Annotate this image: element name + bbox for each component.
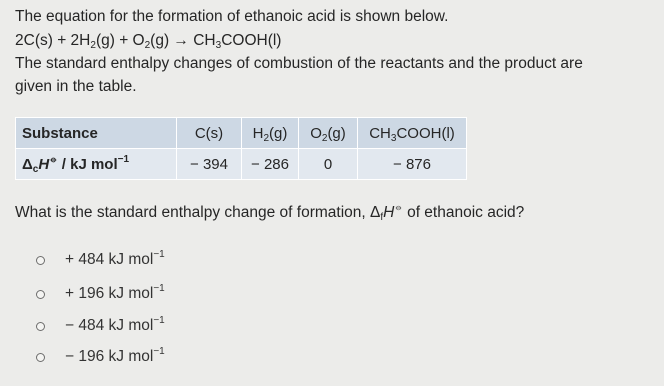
option-label (65, 348, 165, 366)
eq-sub: 2 (90, 40, 96, 51)
hydrogen-value: − 286 (242, 149, 299, 180)
answer-option-c[interactable] (36, 316, 165, 336)
unit-label: / kJ mol (57, 155, 118, 173)
question-tail: of ethanoic acid? (402, 204, 525, 221)
option-value: − 196 (65, 348, 105, 365)
h-symbol: H (38, 155, 50, 173)
option-label (65, 285, 165, 303)
oxygen-value: 0 (299, 149, 358, 180)
answer-option-d[interactable] (36, 347, 165, 367)
eq-part: COOH(l) (221, 32, 282, 49)
radio-button-icon[interactable] (36, 256, 45, 265)
hydrogen-header (242, 118, 299, 149)
answer-option-b[interactable] (36, 284, 165, 304)
enthalpy-table (15, 117, 467, 180)
eq-sub: 3 (215, 40, 222, 51)
h2-b: (g) (269, 124, 288, 142)
table-values-row (16, 149, 467, 180)
question-theta: ⦵ (394, 202, 403, 213)
option-exp: −1 (153, 249, 165, 260)
eq-part: (g) → CH (150, 32, 216, 49)
carbon-header: C(s) (177, 118, 242, 149)
option-value: + 196 (65, 285, 105, 302)
eq-part: (g) + O (95, 32, 145, 49)
radio-button-icon[interactable] (36, 322, 45, 331)
substance-header: Substance (16, 118, 177, 149)
answer-option-a[interactable] (36, 250, 165, 270)
intro-line-4: given in the table. (15, 78, 137, 95)
table-header-row (16, 118, 467, 149)
formation-equation (15, 32, 281, 50)
question-delta: Δ (370, 204, 381, 221)
option-unit: kJ mol (104, 251, 154, 268)
option-label (65, 251, 165, 269)
eq-sub: 2 (144, 40, 151, 51)
option-value: − 484 (65, 317, 105, 334)
o2-sub: 2 (321, 132, 328, 144)
unit-exponent: −1 (117, 153, 130, 165)
acid-a: CH (369, 124, 391, 142)
eq-part: 2C(s) + 2H (15, 32, 91, 49)
question-lead: What is the standard enthalpy change of formation, (15, 204, 370, 221)
h2-sub: 2 (263, 132, 270, 144)
option-unit: kJ mol (104, 348, 154, 365)
ethanoic-acid-header (358, 118, 467, 149)
oxygen-header (299, 118, 358, 149)
question-text (15, 204, 524, 222)
c-subscript: c (32, 163, 39, 175)
carbon-value: − 394 (177, 149, 242, 180)
option-unit: kJ mol (104, 285, 154, 302)
acid-sub: 3 (390, 132, 397, 144)
option-exp: −1 (153, 283, 165, 294)
option-label (65, 317, 165, 335)
option-exp: −1 (153, 315, 165, 326)
radio-button-icon[interactable] (36, 290, 45, 299)
option-exp: −1 (153, 346, 165, 357)
question-h: H (383, 204, 395, 221)
option-unit: kJ mol (104, 317, 154, 334)
o2-b: (g) (327, 124, 346, 142)
ethanoic-acid-value: − 876 (358, 149, 467, 180)
delta-symbol: Δ (22, 155, 33, 173)
enthalpy-combustion-label (16, 149, 177, 180)
o2-a: O (310, 124, 322, 142)
question-f-sub: f (380, 212, 384, 223)
option-value: + 484 (65, 251, 105, 268)
acid-b: COOH(l) (396, 124, 455, 142)
intro-line-3: The standard enthalpy changes of combustion of the reactants and the product are (15, 55, 583, 72)
standard-state-symbol: ⦵ (49, 153, 58, 165)
radio-button-icon[interactable] (36, 353, 45, 362)
h2-a: H (252, 124, 264, 142)
intro-line-1: The equation for the formation of ethanoic acid is shown below. (15, 8, 449, 25)
